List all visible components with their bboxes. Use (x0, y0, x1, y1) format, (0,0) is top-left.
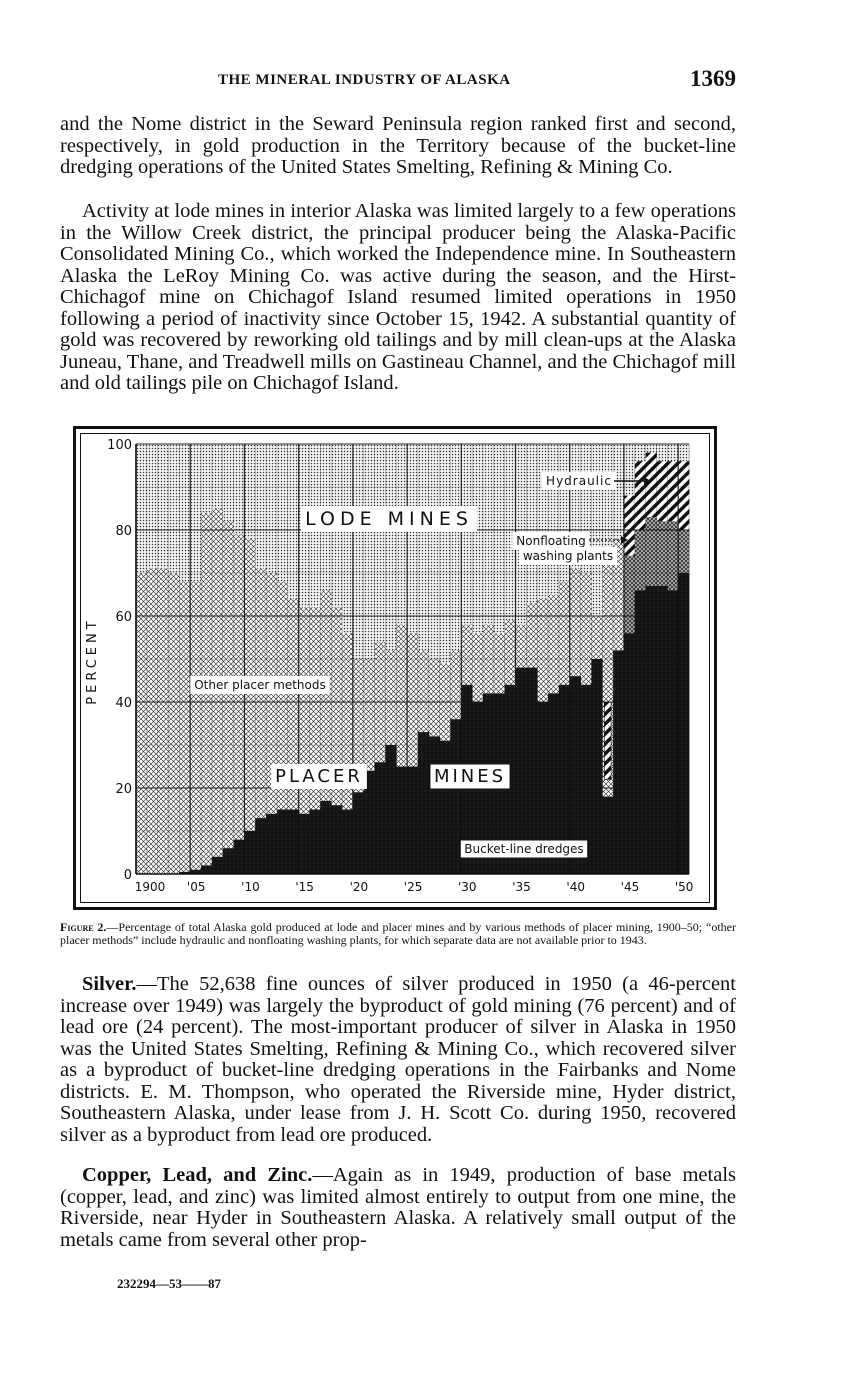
hydraulic-label-text: Hydraulic (546, 474, 612, 488)
dredges-bar-1926 (418, 732, 429, 874)
silver-body: —The 52,638 fine ounces of silver produced in 1950 (a 46-percent increase over 1949) was largely the byproduct of gold mining (76 percent) and of lead ore (24 percent). The most-important producer of silver in Alaska in 1950 was the United States Smelting, Refining & Mining Co., which recovered silver as a byproduct of bucket-line dredging operations in the Fairbanks and Nome districts. E. M. Thompson, who operated the Riverside mine, Hyder district, Southeastern Alaska, under lease from J. H. Scott Co. during 1950, recovered silver as a byproduct from lead ore produced. (60, 973, 736, 1146)
dredges-bar-1928 (440, 741, 451, 874)
dredges-bar-1938 (548, 693, 559, 874)
dredges-bar-1925 (407, 767, 418, 875)
hydraulic-label-box (542, 472, 616, 490)
other-placer-bar-1922 (375, 642, 386, 762)
dredges-bar-1907 (212, 857, 223, 874)
other-placer-bar-1950 (678, 470, 689, 573)
hydraulic-bar-1943-inset (604, 702, 611, 779)
dredges-bar-1940 (570, 676, 581, 874)
lode-mines-bar-1936 (526, 444, 537, 603)
other-placer-bar-1904 (179, 582, 190, 872)
dredges-bar-1910 (244, 831, 255, 874)
nonfloating-bar-1948 (656, 521, 667, 586)
other-placer-bar-1916 (309, 607, 320, 809)
placer-label-text: PLACER (275, 766, 363, 787)
other-placer-bar-1907 (212, 509, 223, 857)
other-placer-bar-1901 (147, 569, 158, 874)
lode-mines-bar-1921 (364, 444, 375, 659)
lode-mines-bar-1942 (591, 444, 602, 616)
placer-label (271, 764, 367, 789)
other-placer-bar-1914 (288, 599, 299, 810)
dredges-bar-1905 (190, 870, 201, 874)
lode-mines-bar-1950 (678, 444, 689, 470)
nonfloating-label-2-box (519, 547, 617, 565)
lode-mines-bar-1939 (559, 444, 570, 582)
nonfloating-arrowhead (621, 536, 628, 544)
lode-mines-bar-1941 (581, 444, 592, 573)
x-tick-label: '05 (186, 880, 206, 894)
lode-mines-bar-1908 (223, 444, 234, 521)
dredges-bar-1920 (353, 792, 364, 874)
lode-mines-bar-1937 (537, 444, 548, 599)
dredges-label (460, 840, 587, 858)
other-placer-bar-1940 (570, 569, 581, 677)
dredges-bar-1909 (234, 840, 245, 874)
running-title: THE MINERAL INDUSTRY OF ALASKA (218, 72, 511, 88)
dredges-bar-1939 (559, 685, 570, 874)
other-placer-bar-1923 (385, 650, 396, 745)
dredges-bar-1950 (678, 573, 689, 874)
lode-mines-bar-1928 (440, 444, 451, 663)
hydraulic-bar-1946 (635, 461, 646, 530)
x-tick-label: '20 (349, 880, 369, 894)
other-placer-bar-1920 (353, 659, 364, 792)
dredges-bar-1944 (613, 650, 624, 874)
x-tick-label: '10 (241, 880, 260, 894)
nonfloating-bar-1945 (624, 556, 635, 633)
figure-caption-text: —Percentage of total Alaska gold produced at lode and placer mines and by various methods of placer mining, 1900–50; “other placer methods” include hydraulic and nonfloating washing plants, for which separate data are not available prior to 1943. (60, 920, 736, 947)
dredges-bar-1934 (505, 685, 516, 874)
dredges-bar-1941 (581, 685, 592, 874)
x-tick-label: '50 (674, 880, 694, 894)
y-tick-label: 60 (115, 610, 132, 625)
other-placer-bar-1947 (646, 466, 657, 586)
lode-mines-bar-1940 (570, 444, 581, 569)
lode-mines-label (301, 506, 477, 532)
other-placer-bar-1909 (234, 534, 245, 839)
lode-mines-bar-1926 (418, 444, 429, 650)
other-placer-bar-1930 (461, 625, 472, 685)
nonfloating-label-2-text: washing plants (522, 549, 614, 563)
other-placer-bar-1932 (483, 625, 494, 694)
other-placer-bar-1943 (602, 556, 613, 797)
nonfloating-bar-1950 (678, 530, 689, 573)
lode-mines-bar-1930 (461, 444, 472, 625)
lode-mines-bar-1910 (244, 444, 255, 539)
dredges-bar-1924 (396, 767, 407, 875)
dredges-bar-1948 (656, 586, 667, 874)
other-placer-bar-1928 (440, 663, 451, 740)
other-placer-bar-1929 (450, 650, 461, 719)
other-placer-bar-1903 (169, 573, 180, 874)
y-tick-label: 40 (115, 696, 132, 711)
lode-mines-bar-1905 (190, 444, 201, 582)
mines-label (430, 764, 510, 789)
lode-mines-bar-1932 (483, 444, 494, 625)
dredges-bar-1949 (667, 590, 678, 874)
dredges-bar-1935 (516, 668, 527, 874)
other-placer-bar-1911 (255, 569, 266, 818)
hydraulic-bar-1945 (624, 496, 635, 556)
other-placer-bar-1948 (656, 470, 667, 586)
lode-mines-bar-1919 (342, 444, 353, 633)
dredges-bar-1942 (591, 659, 602, 874)
other-placer-bar-1941 (581, 573, 592, 685)
lode-mines-bar-1938 (548, 444, 559, 595)
lode-mines-bar-1927 (429, 444, 440, 659)
dredges-bar-1904 (179, 872, 190, 874)
dredges-bar-1943 (602, 797, 613, 874)
lode-mines-bar-1944 (613, 444, 624, 539)
dredges-bar-1913 (277, 810, 288, 875)
dredges-bar-1915 (299, 814, 310, 874)
gold-production-chart (76, 429, 714, 907)
lode-mines-bar-1943 (602, 444, 613, 556)
x-tick-label: 1900 (134, 880, 166, 894)
other-placer-bar-1934 (505, 620, 516, 685)
other-placer-bar-1935 (516, 625, 527, 668)
other-placer-bar-1921 (364, 659, 375, 771)
other-placer-bar-1927 (429, 659, 440, 736)
dredges-bar-1929 (450, 719, 461, 874)
other-placer-bar-1906 (201, 513, 212, 866)
dredges-bar-1917 (320, 801, 331, 874)
paragraph-lode-activity: Activity at lode mines in interior Alaska was limited largely to a few operations in the Willow Creek district, the principal producer being the Alaska-Pacific Consolidated Mining Co., which worked the Independence mine. In Southeastern Alaska the LeRoy Mining Co. was active during the season, and the Hirst-Chichagof mine on Chichagof Island resumed limited operations in 1950 following a period of inactivity since October 15, 1942. A substantial quantity of gold was recovered by reworking old tailings and by mill clean-ups at the Alaska Juneau, Thane, and Treadwell mills on Gastineau Channel, and the Chichagof mill and old tailings pile on Chichagof Island. (60, 200, 736, 394)
x-tick-label: '35 (512, 880, 531, 894)
y-axis-label: PERCENT (85, 617, 100, 705)
lode-mines-label-text: LODE MINES (305, 508, 473, 530)
dredges-bar-1919 (342, 810, 353, 875)
hydraulic-bar-1947 (646, 453, 657, 517)
y-tick-label: 80 (115, 524, 132, 539)
other-placer-bar-1925 (407, 633, 418, 766)
nonfloating-label-1-text: Nonfloating (516, 534, 586, 548)
lode-mines-bar-1914 (288, 444, 299, 599)
y-tick-label: 0 (123, 868, 132, 883)
dredges-bar-1906 (201, 865, 212, 874)
other-placer-bar-1936 (526, 603, 537, 668)
lode-mines-bar-1920 (353, 444, 364, 659)
lode-mines-bar-1901 (147, 444, 158, 569)
dredges-bar-1930 (461, 685, 472, 874)
other-placer-bar-1946 (635, 474, 646, 590)
lode-mines-bar-1945 (624, 444, 635, 496)
dredges-bar-1921 (364, 771, 375, 874)
x-tick-label: '15 (295, 880, 314, 894)
other-placer-bar-1908 (223, 521, 234, 848)
paragraph-silver (60, 974, 736, 1146)
mines-label-text: MINES (433, 766, 507, 787)
lode-mines-bar-1915 (299, 444, 310, 607)
lode-mines-bar-1911 (255, 444, 266, 569)
dredges-bar-1937 (537, 702, 548, 874)
lode-mines-bar-1924 (396, 444, 407, 625)
page-number: 1369 (690, 66, 736, 91)
x-tick-label: '30 (458, 880, 477, 894)
lode-mines-bar-1902 (158, 444, 169, 569)
lode-mines-bar-1923 (385, 444, 396, 650)
lode-mines-bar-1948 (656, 444, 667, 470)
lode-mines-bar-1949 (667, 444, 678, 470)
lode-mines-bar-1935 (516, 444, 527, 625)
dredges-label-text: Bucket-line dredges (464, 842, 584, 856)
copper-body: —Again as in 1949, production of base metals (copper, lead, and zinc) was limited almost entirely to output from one mine, the Riverside, near Hyder in Southeastern Alaska. A relatively small output of the metals came from several other prop- (60, 1164, 736, 1251)
y-tick-label: 20 (115, 782, 132, 797)
dredges-bar-1947 (646, 586, 657, 874)
lode-mines-bar-1929 (450, 444, 461, 650)
nonfloating-label-1-box (512, 532, 589, 550)
lode-mines-bar-1909 (234, 444, 245, 534)
other-placer-bar-1905 (190, 582, 201, 870)
lode-mines-bar-1904 (179, 444, 190, 582)
figure-caption (60, 921, 736, 947)
lode-mines-bar-1916 (309, 444, 320, 607)
nonfloating-label-2 (519, 547, 617, 565)
other-placer-bar-1912 (266, 573, 277, 814)
dredges-bar-1911 (255, 818, 266, 874)
paragraph-nome-district: and the Nome district in the Seward Peninsula region ranked first and second, respectively, in gold production in the Territory because of the bucket-line dredging operations of the United States Smelting, Refining & Mining Co. (60, 113, 736, 178)
dredges-bar-1936 (526, 668, 537, 874)
hydraulic-bar-1950 (678, 461, 689, 530)
dredges-bar-1908 (223, 848, 234, 874)
other-placer-bar-1939 (559, 582, 570, 685)
dredges-bar-1933 (494, 693, 505, 874)
lode-mines-bar-1925 (407, 444, 418, 633)
other-placer-bar-1902 (158, 569, 169, 874)
other-placer-bar-1918 (331, 607, 342, 805)
paragraph-copper (60, 1165, 736, 1251)
dredges-bar-1945 (624, 633, 635, 874)
dredges-bar-1916 (309, 810, 320, 875)
dredges-bar-1946 (635, 590, 646, 874)
dredges-bar-1931 (472, 702, 483, 874)
lode-mines-bar-1934 (505, 444, 516, 620)
nonfloating-bar-1947 (646, 517, 657, 586)
lode-mines-bar-1946 (635, 444, 646, 474)
copper-heading: Copper, Lead, and Zinc. (82, 1164, 313, 1186)
other-placer-bar-1926 (418, 650, 429, 732)
nonfloating-bar-1949 (667, 521, 678, 590)
other-placer-bar-1919 (342, 633, 353, 809)
other-placer-bar-1949 (667, 470, 678, 590)
dredges-bar-1912 (266, 814, 277, 874)
other-placer-bar-1913 (277, 582, 288, 810)
lode-mines-bar-1933 (494, 444, 505, 633)
hydraulic-label (542, 472, 616, 490)
lode-mines-bar-1947 (646, 444, 657, 466)
lode-mines-label-box (301, 506, 477, 532)
silver-heading: Silver. (82, 973, 137, 995)
mines-label-box (430, 764, 510, 789)
figure-frame (73, 426, 717, 910)
dredges-bar-1918 (331, 805, 342, 874)
lode-mines-bar-1912 (266, 444, 277, 573)
other-placer-bar-1933 (494, 633, 505, 693)
lode-mines-bar-1913 (277, 444, 288, 582)
lode-mines-bar-1907 (212, 444, 223, 509)
other-placer-label-box (190, 676, 330, 694)
dredges-bar-1914 (288, 810, 299, 875)
lode-mines-bar-1922 (375, 444, 386, 642)
hydraulic-bar-1948 (656, 461, 667, 521)
dredges-label-box (460, 840, 587, 858)
dredges-bar-1922 (375, 762, 386, 874)
nonfloating-bar-1946 (635, 530, 646, 590)
other-placer-bar-1938 (548, 595, 559, 694)
lode-mines-bar-1917 (320, 444, 331, 590)
other-placer-bar-1937 (537, 599, 548, 702)
x-tick-label: '25 (403, 880, 423, 894)
other-placer-label-text: Other placer methods (194, 678, 326, 692)
other-placer-bar-1942 (591, 616, 602, 659)
figure-caption-label: Figure 2. (60, 920, 107, 934)
dredges-bar-1927 (429, 736, 440, 874)
other-placer-label (190, 676, 330, 694)
lode-mines-bar-1918 (331, 444, 342, 607)
hydraulic-arrowhead (644, 477, 651, 485)
nonfloating-label-1 (512, 532, 589, 550)
lode-mines-bar-1931 (472, 444, 483, 633)
other-placer-bar-1945 (624, 496, 635, 634)
running-head (60, 66, 736, 96)
x-tick-label: '45 (620, 880, 640, 894)
hydraulic-bar-1949 (667, 461, 678, 521)
y-tick-label: 100 (107, 438, 132, 453)
other-placer-bar-1931 (472, 633, 483, 702)
dredges-bar-1932 (483, 693, 494, 874)
dredges-bar-1923 (385, 745, 396, 874)
placer-label-box (271, 764, 367, 789)
other-placer-bar-1910 (244, 539, 255, 831)
other-placer-bar-1944 (613, 539, 624, 651)
lode-mines-bar-1906 (201, 444, 212, 513)
print-code: 232294—53——87 (117, 1276, 221, 1291)
lode-mines-bar-1903 (169, 444, 180, 573)
other-placer-bar-1900 (136, 573, 147, 874)
other-placer-bar-1915 (299, 607, 310, 813)
lode-mines-bar-1900 (136, 444, 147, 573)
other-placer-bar-1917 (320, 590, 331, 801)
other-placer-bar-1924 (396, 625, 407, 767)
x-tick-label: '40 (566, 880, 586, 894)
